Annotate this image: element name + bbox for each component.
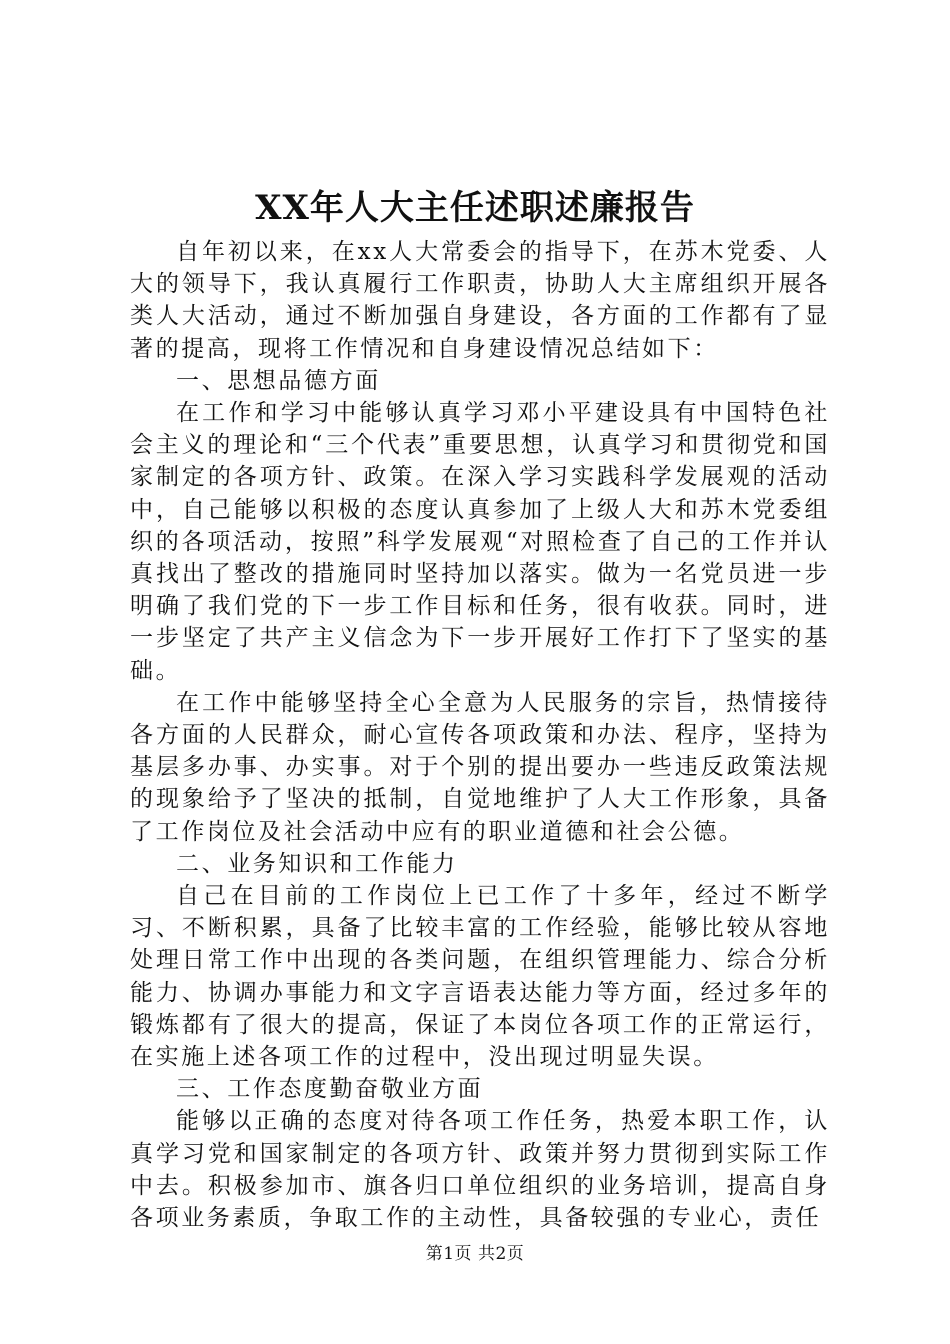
section-heading-3: 三、工作态度勤奋敬业方面 bbox=[176, 1076, 484, 1103]
section-heading-1: 一、思想品德方面 bbox=[176, 367, 381, 394]
paragraph-ideology: 在工作和学习中能够认真学习邓小平建设具有中国特色社会主义的理论和“三个代表”重要思想，认真学习和贯彻党和国家制定的各项方针、政策。在深入学习实践科学发展观的活动中，自己能够以积极的态度认真参加了上级人大和苏木党委组织的各项活动，按照”科学发展观“对照检查了自己的工作并认真找出了整改的措施同时坚持加以落实。做为一名党员进一步明确了我们党的下一步工作目标和任务，很有收获。同时，进一步坚定了共产主义信念为下一步开展好工作打下了坚实的基础。 bbox=[130, 400, 830, 684]
paragraph-service: 在工作中能够坚持全心全意为人民服务的宗旨，热情接待各方面的人民群众，耐心宣传各项政策和办法、程序，坚持为基层多办事、办实事。对于个别的提出要办一些违反政策法规的现象给予了坚决的抵制，自觉地维护了人大工作形象，具备了工作岗位及社会活动中应有的职业道德和社会公德。 bbox=[130, 689, 830, 845]
page-indicator: 第1页 共2页 bbox=[425, 1244, 525, 1264]
paragraph-ability: 自己在目前的工作岗位上已工作了十多年，经过不断学习、不断积累，具备了比较丰富的工作经验，能够比较从容地处理日常工作中出现的各类问题，在组织管理能力、综合分析能力、协调办事能力和文字言语表达能力等方面，经过多年的锻炼都有了很大的提高，保证了本岗位各项工作的正常运行，在实施上述各项工作的过程中，没出现过明显失误。 bbox=[130, 883, 830, 1071]
document-body bbox=[130, 236, 830, 1234]
paragraph-intro: 自年初以来，在xx人大常委会的指导下，在苏木党委、人大的领导下，我认真履行工作职责，协助人大主席组织开展各类人大活动，通过不断加强自身建设，各方面的工作都有了显著的提高，现将工作情况和自身建设情况总结如下： bbox=[130, 239, 830, 362]
document-title: XX年人大主任述职述廉报告 bbox=[255, 188, 695, 228]
section-heading-2: 二、业务知识和工作能力 bbox=[176, 850, 458, 877]
paragraph-attitude: 能够以正确的态度对待各项工作任务，热爱本职工作，认真学习党和国家制定的各项方针、政策并努力贯彻到实际工作中去。积极参加市、旗各归口单位组织的业务培训，提高自身各项业务素质，争取工作的主动性，具备较强的专业心，责任 bbox=[130, 1108, 830, 1232]
